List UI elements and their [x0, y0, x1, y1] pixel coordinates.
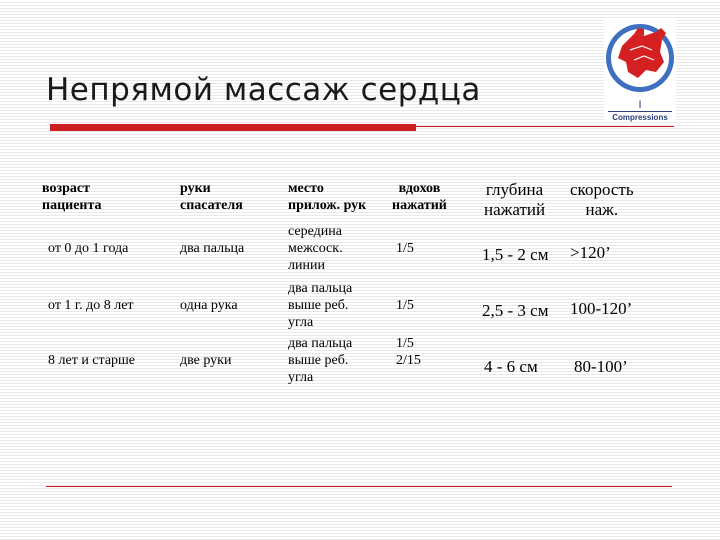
title-underline-bar — [50, 124, 416, 131]
cell-ratio: 1/5 — [396, 241, 414, 256]
cell-place: середина межсоск. линии — [288, 224, 343, 273]
cell-depth: 2,5 - 3 см — [482, 301, 549, 320]
cell-depth: 1,5 - 2 см — [482, 245, 549, 264]
header-hands: руки спасателя — [180, 181, 243, 213]
cell-rate: 80-100’ — [574, 357, 628, 376]
bottom-divider — [46, 486, 672, 487]
cell-ratio: 1/5 2/15 — [396, 336, 421, 368]
header-age: возраст пациента — [42, 181, 102, 213]
cell-age: 8 лет и старше — [48, 353, 136, 368]
cell-hands: два пальца — [180, 241, 245, 256]
cell-ratio: 1/5 — [396, 298, 414, 313]
header-ratio: вдохов нажатий — [392, 181, 447, 213]
title-underline-line — [416, 126, 674, 127]
cell-hands: две руки — [180, 353, 232, 368]
header-place: место прилож. рук — [288, 181, 367, 213]
logo-text: Compressions — [612, 113, 668, 122]
cell-rate: 100-120’ — [570, 299, 633, 318]
cell-age: от 1 г. до 8 лет — [48, 298, 134, 313]
cell-place: два пальца выше реб. угла — [288, 336, 353, 385]
cell-hands: одна рука — [180, 298, 238, 313]
cell-rate: >120’ — [570, 243, 611, 262]
header-depth: глубина нажатий — [484, 180, 546, 219]
cell-age: от 0 до 1 года — [48, 241, 129, 256]
cell-place: два пальца выше реб. угла — [288, 281, 353, 330]
header-rate: скорость наж. — [570, 180, 634, 219]
slide-title: Непрямой массаж сердца — [46, 72, 481, 108]
logo-number: I — [638, 99, 642, 111]
compressions-logo — [604, 20, 676, 122]
cell-depth: 4 - 6 см — [484, 357, 538, 376]
